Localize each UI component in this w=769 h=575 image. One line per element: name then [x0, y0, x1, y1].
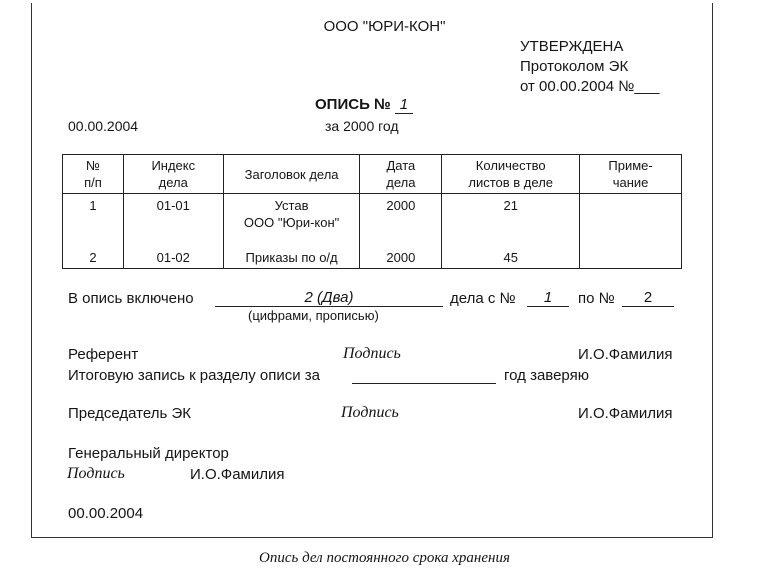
col-header-index: Индекс дела: [123, 155, 223, 194]
row-1-index: 01-01: [156, 198, 190, 213]
cases-from-label: дела с №: [450, 290, 516, 307]
included-label: В опись включено: [68, 290, 194, 307]
cases-to-label: по №: [578, 290, 615, 307]
document-year: за 2000 год: [325, 118, 399, 134]
cell-date: [360, 194, 442, 269]
approval-line-3: от 00.00.2004 №___: [520, 78, 660, 95]
col-header-sheets: Количество листов в деле: [442, 155, 580, 194]
director-name: И.О.Фамилия: [190, 466, 285, 483]
chairman-role: Председатель ЭК: [68, 405, 191, 422]
referent-name: И.О.Фамилия: [578, 346, 673, 363]
final-entry-prefix: Итоговую запись к разделу описи за: [68, 367, 320, 384]
document-title-prefix: ОПИСЬ №: [315, 96, 391, 113]
director-signature: Подпись: [67, 465, 125, 482]
document-title: [315, 96, 413, 114]
referent-signature: Подпись: [343, 345, 401, 362]
row-2-index: 01-02: [156, 250, 190, 265]
document-number: 1: [395, 96, 413, 114]
row-1-title-line-1: Устав: [274, 198, 309, 213]
table-row: [63, 194, 682, 269]
col-header-title: Заголовок дела: [223, 155, 360, 194]
cases-from-number: 1: [527, 289, 569, 307]
approval-line-2: Протоколом ЭК: [520, 58, 629, 75]
director-role: Генеральный директор: [68, 445, 229, 462]
chairman-name: И.О.Фамилия: [578, 405, 673, 422]
cell-num: [63, 194, 124, 269]
row-2-title: Приказы по о/д: [245, 250, 338, 265]
cell-title: [223, 194, 360, 269]
col-header-num: № п/п: [63, 155, 124, 194]
row-1-sheets: 21: [503, 198, 518, 213]
row-2-sheets: 45: [503, 250, 518, 265]
row-1-title-line-2: ООО "Юри-кон": [243, 215, 340, 230]
table-header-row: [63, 155, 682, 194]
cell-note: [580, 194, 682, 269]
inventory-table: [62, 154, 682, 269]
row-2-date: 2000: [386, 250, 416, 265]
row-2-num: 2: [89, 250, 97, 265]
footer-date: 00.00.2004: [68, 505, 144, 522]
final-entry-suffix: год заверяю: [504, 367, 589, 384]
included-count: 2 (Два): [215, 289, 443, 307]
col-header-note: Приме- чание: [580, 155, 682, 194]
included-hint: (цифрами, прописью): [248, 308, 379, 323]
cases-to-number: 2: [622, 289, 674, 307]
approval-line-1: УТВЕРЖДЕНА: [520, 38, 624, 55]
row-1-date: 2000: [386, 198, 416, 213]
chairman-signature: Подпись: [341, 404, 399, 421]
organization-name: ООО "ЮРИ-КОН": [323, 18, 446, 35]
row-1-num: 1: [89, 198, 97, 213]
referent-role: Референт: [68, 346, 139, 363]
cell-sheets: [442, 194, 580, 269]
col-header-date: Дата дела: [360, 155, 442, 194]
figure-caption: Опись дел постоянного срока хранения: [259, 550, 510, 566]
final-entry-blank: [352, 367, 496, 384]
document-date: 00.00.2004: [68, 118, 139, 134]
cell-index: [123, 194, 223, 269]
